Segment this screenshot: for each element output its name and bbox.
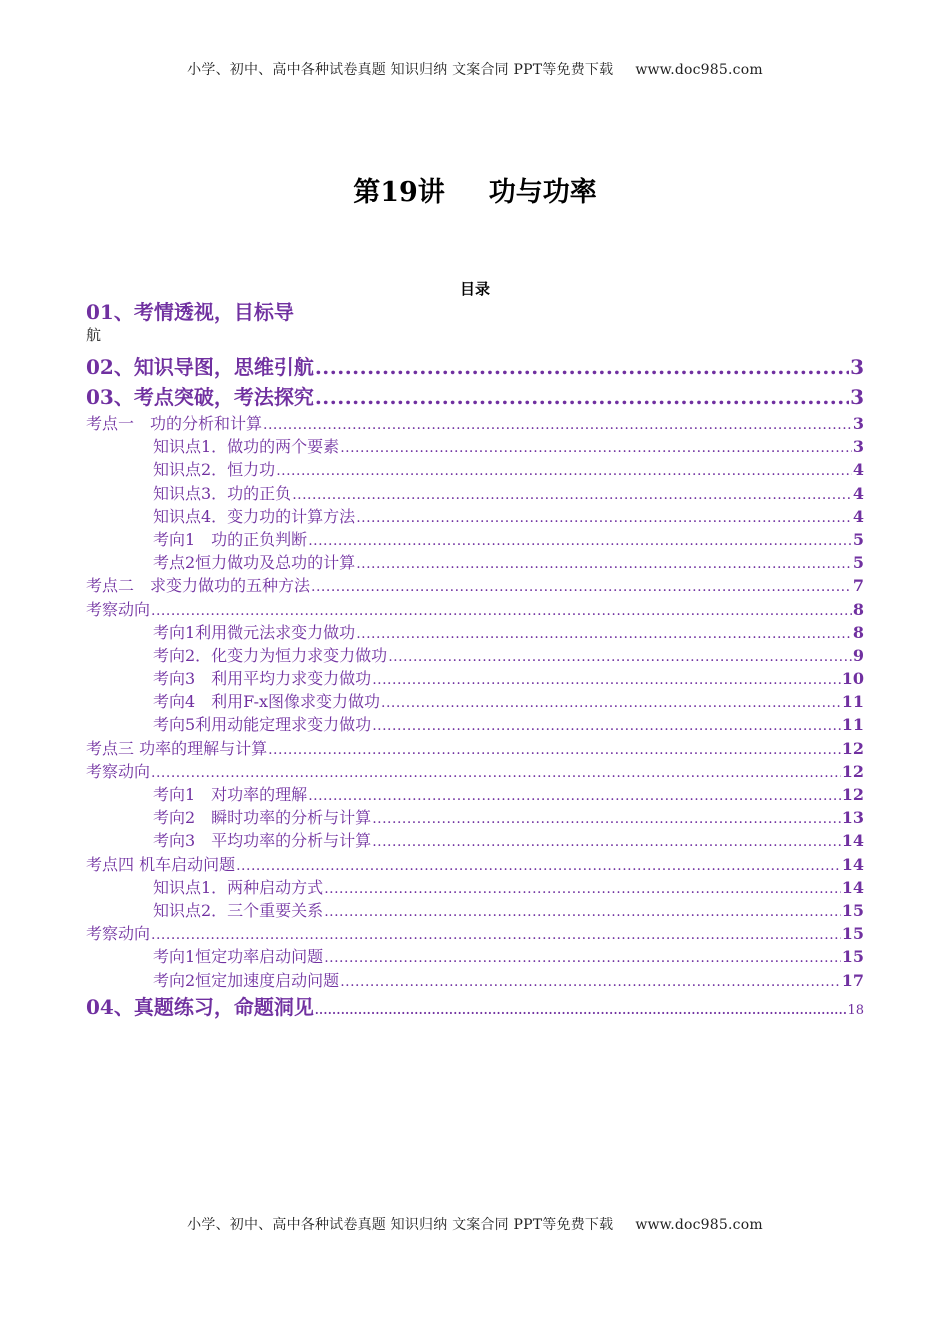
toc-leader-dots bbox=[340, 971, 841, 994]
toc-leader-dots bbox=[315, 996, 847, 1026]
toc-leader-dots bbox=[356, 623, 852, 646]
toc-entry-label: 知识点3．功的正负 bbox=[153, 483, 292, 503]
toc-leader-dots bbox=[151, 762, 841, 785]
toc-entry-label: 考向1 对功率的理解 bbox=[153, 785, 308, 804]
toc-entry-label: 04、真题练习，命题洞见 bbox=[86, 994, 314, 1019]
toc-entry-label: 考向2 瞬时功率的分析与计算 bbox=[153, 808, 372, 828]
toc-entry-page: 11 bbox=[841, 692, 864, 712]
toc-entry-label: 考点一 功的分析和计算 bbox=[86, 414, 263, 433]
toc-entry-page: 12 bbox=[841, 761, 864, 781]
toc-leader-dots bbox=[236, 855, 841, 878]
toc-entry-page: 15 bbox=[841, 947, 864, 967]
toc-entry-page: 3 bbox=[850, 355, 864, 379]
page-footer bbox=[0, 1214, 950, 1234]
table-of-contents bbox=[86, 298, 864, 1022]
toc-entry-level3[interactable] bbox=[86, 945, 864, 968]
toc-entry-page: 10 bbox=[841, 669, 864, 689]
toc-leader-dots bbox=[151, 600, 852, 623]
toc-leader-dots bbox=[381, 692, 841, 715]
toc-entry-label: 知识点2．恒力功 bbox=[153, 460, 276, 480]
toc-entry-level1[interactable] bbox=[86, 382, 864, 412]
toc-entry-level3[interactable] bbox=[86, 551, 864, 574]
toc-entry-label: 考点2恒力做功及总功的计算 bbox=[153, 553, 356, 573]
toc-entry-label: 考向1恒定功率启动问题 bbox=[153, 947, 324, 967]
toc-entry-level3[interactable] bbox=[86, 806, 864, 829]
toc-leader-dots bbox=[276, 460, 852, 483]
toc-leader-dots bbox=[308, 785, 841, 808]
toc-entry-level3[interactable] bbox=[86, 621, 864, 644]
toc-entry-level2[interactable] bbox=[86, 574, 864, 597]
toc-leader-dots bbox=[268, 739, 841, 762]
toc-entry-page: 8 bbox=[852, 599, 864, 619]
toc-entry-level3[interactable] bbox=[86, 482, 864, 505]
toc-entry-label: 03、考点突破，考法探究 bbox=[86, 385, 314, 409]
toc-entry-level2[interactable] bbox=[86, 598, 864, 621]
toc-entry-page: 8 bbox=[852, 622, 864, 642]
toc-leader-dots bbox=[311, 576, 852, 599]
toc-entry-level2[interactable] bbox=[86, 760, 864, 783]
toc-entry-page: 15 bbox=[841, 900, 864, 920]
toc-leader-dots bbox=[308, 530, 852, 553]
toc-leader-dots bbox=[372, 831, 841, 854]
toc-entry-level2[interactable] bbox=[86, 412, 864, 435]
toc-entry-level2[interactable] bbox=[86, 922, 864, 945]
toc-entry-page: 3 bbox=[852, 437, 864, 457]
toc-heading: 目录 bbox=[459, 280, 490, 298]
toc-entry-level2[interactable] bbox=[86, 853, 864, 876]
toc-entry-level3[interactable] bbox=[86, 505, 864, 528]
toc-entry-page: 4 bbox=[852, 483, 864, 503]
toc-entry-page: 11 bbox=[841, 715, 864, 735]
toc-leader-dots bbox=[324, 947, 841, 970]
toc-entry-page: 4 bbox=[852, 506, 864, 526]
toc-entry-label: 知识点1．两种启动方式 bbox=[153, 877, 324, 897]
toc-entry-level3[interactable] bbox=[86, 690, 864, 713]
toc-leader-dots bbox=[292, 484, 852, 507]
toc-entry-page: 9 bbox=[852, 645, 864, 665]
footer-text: 小学、初中、高中各种试卷真题 知识归纳 文案合同 PPT等免费下载 bbox=[187, 1217, 614, 1233]
toc-entry-label: 考察动向 bbox=[86, 599, 151, 619]
toc-entry-label: 考点三 功率的理解与计算 bbox=[86, 738, 268, 758]
toc-leader-dots bbox=[151, 924, 841, 947]
toc-entry-level2[interactable] bbox=[86, 737, 864, 760]
toc-entry-label: 01、考情透视，目标导 bbox=[86, 300, 294, 324]
document-title bbox=[0, 170, 950, 209]
toc-entry-page: 12 bbox=[841, 738, 864, 758]
toc-leader-dots bbox=[388, 646, 852, 669]
toc-entry-label: 考向4 利用F-x图像求变力做功 bbox=[153, 692, 380, 712]
toc-entry-level3[interactable] bbox=[86, 458, 864, 481]
toc-entry-page: 15 bbox=[841, 924, 864, 944]
lecture-topic: 功与功率 bbox=[488, 177, 597, 208]
toc-entry-page: 14 bbox=[841, 831, 864, 851]
toc-entry-page: 14 bbox=[841, 854, 864, 874]
toc-entry-level3[interactable] bbox=[86, 969, 864, 992]
toc-entry-label: 考向1 功的正负判断 bbox=[153, 529, 308, 549]
toc-entry-page: 5 bbox=[852, 553, 864, 573]
toc-entry-label: 知识点2．三个重要关系 bbox=[153, 900, 324, 920]
toc-entry-label: 考向1利用微元法求变力做功 bbox=[153, 622, 356, 642]
toc-leader-dots bbox=[356, 507, 852, 530]
toc-entry-label: 知识点1．做功的两个要素 bbox=[153, 437, 340, 457]
toc-leader-dots bbox=[372, 715, 841, 738]
toc-entry-label: 考点二 求变力做功的五种方法 bbox=[86, 576, 311, 596]
toc-entry-level3[interactable] bbox=[86, 713, 864, 736]
toc-entry-level3[interactable] bbox=[86, 899, 864, 922]
toc-entry-label: 考向3 利用平均力求变力做功 bbox=[153, 669, 372, 689]
header-text: 小学、初中、高中各种试卷真题 知识归纳 文案合同 PPT等免费下载 bbox=[187, 62, 614, 78]
toc-entry-level3[interactable] bbox=[86, 644, 864, 667]
toc-entry-level1[interactable] bbox=[86, 298, 864, 326]
toc-entry-page: 7 bbox=[852, 576, 864, 596]
toc-entries bbox=[86, 352, 864, 992]
toc-entry-page: 18 bbox=[847, 1002, 864, 1018]
toc-leader-dots bbox=[315, 382, 849, 412]
toc-leader-dots bbox=[340, 437, 852, 460]
toc-leader-dots bbox=[372, 808, 841, 831]
toc-entry-page: 3 bbox=[852, 414, 864, 433]
toc-entry-last[interactable] bbox=[86, 992, 864, 1022]
toc-entry-label: 考向2．化变力为恒力求变力做功 bbox=[153, 645, 388, 665]
toc-entry-level3[interactable] bbox=[86, 528, 864, 551]
page-header bbox=[0, 59, 950, 79]
toc-leader-dots bbox=[324, 901, 841, 924]
toc-leader-dots bbox=[315, 352, 849, 382]
toc-entry-label: 考察动向 bbox=[86, 924, 151, 944]
toc-leader-dots bbox=[324, 878, 841, 901]
toc-entry-page: 5 bbox=[852, 529, 864, 549]
toc-leader-dots bbox=[356, 553, 852, 576]
toc-entry-label: 考点四 机车启动问题 bbox=[86, 854, 236, 874]
toc-entry-page: 13 bbox=[841, 808, 864, 828]
toc-entry-label: 考向3 平均功率的分析与计算 bbox=[153, 831, 372, 851]
lecture-number: 第19讲 bbox=[353, 177, 445, 208]
header-site: www.doc985.com bbox=[635, 62, 763, 78]
toc-entry-label: 考察动向 bbox=[86, 761, 151, 781]
toc-entry-level3[interactable] bbox=[86, 829, 864, 852]
footer-site: www.doc985.com bbox=[635, 1217, 763, 1233]
toc-entry-page: 14 bbox=[841, 877, 864, 897]
toc-leader-dots bbox=[263, 414, 852, 437]
toc-entry-level3[interactable] bbox=[86, 667, 864, 690]
toc-entry-label: 考向2恒定加速度启动问题 bbox=[153, 970, 340, 990]
toc-entry-label: 02、知识导图，思维引航 bbox=[86, 355, 314, 379]
toc-entry-page: 12 bbox=[841, 785, 864, 804]
toc-entry-label: 知识点4．变力功的计算方法 bbox=[153, 506, 356, 526]
toc-entry-page: 3 bbox=[850, 385, 864, 409]
toc-leader-dots bbox=[372, 669, 841, 692]
toc-entry-label: 考向5利用动能定理求变力做功 bbox=[153, 715, 372, 735]
toc-entry-page: 4 bbox=[852, 460, 864, 480]
toc-entry-level3[interactable] bbox=[86, 876, 864, 899]
toc-entry-page: 17 bbox=[841, 970, 864, 990]
toc-entry-wrap: 航 bbox=[86, 326, 102, 344]
toc-entry-level3[interactable] bbox=[86, 783, 864, 806]
toc-entry-level1[interactable] bbox=[86, 352, 864, 382]
toc-entry-level3[interactable] bbox=[86, 435, 864, 458]
